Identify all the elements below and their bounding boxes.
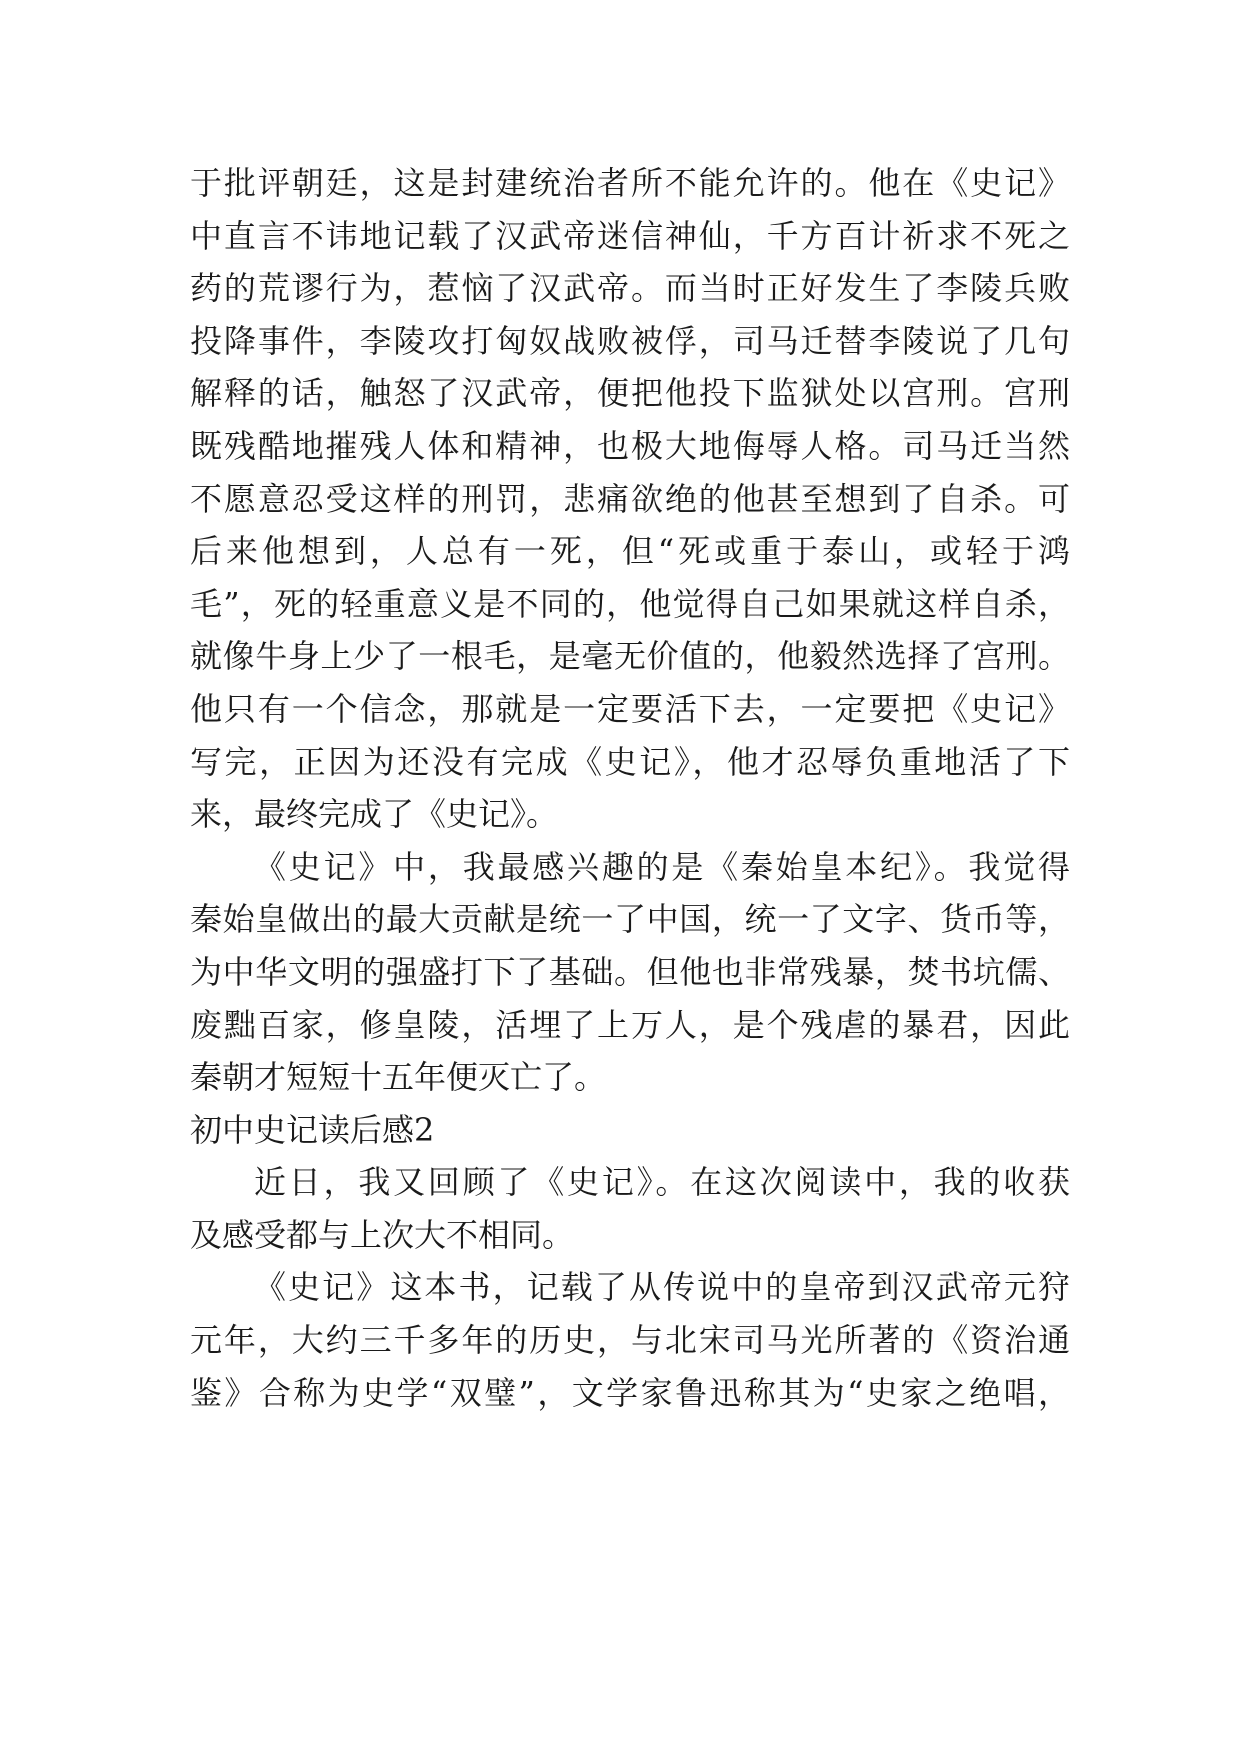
text-line: 为中华文明的强盛打下了基础。但他也非常残暴，焚书坑儒、 — [190, 952, 1070, 991]
text-line: 秦始皇做出的最大贡献是统一了中国，统一了文字、货币等， — [190, 900, 1070, 939]
text-line: 药的荒谬行为，惹恼了汉武帝。而当时正好发生了李陵兵败 — [190, 269, 1070, 308]
text-line: 投降事件，李陵攻打匈奴战败被俘，司马迁替李陵说了几句 — [190, 321, 1070, 360]
text-line: 于批评朝廷，这是封建统治者所不能允许的。他在《史记》 — [190, 164, 1070, 202]
text-line: 毛”，死的轻重意义是不同的，他觉得自己如果就这样自杀， — [190, 584, 1070, 623]
text-line: 不愿意忍受这样的刑罚，悲痛欲绝的他甚至想到了自杀。可 — [190, 479, 1070, 518]
text-line: 后来他想到，人总有一死，但“死或重于泰山，或轻于鸿 — [190, 532, 1070, 571]
text-line: 中直言不讳地记载了汉武帝迷信神仙，千方百计祈求不死之 — [190, 216, 1070, 255]
text-line: 及感受都与上次大不相同。 — [190, 1215, 575, 1254]
paragraph-first-line: 《史记》这本书，记载了从传说中的皇帝到汉武帝元狩 — [254, 1268, 1070, 1307]
text-line: 就像牛身上少了一根毛，是毫无价值的，他毅然选择了宫刑。 — [190, 637, 1070, 676]
text-line: 秦朝才短短十五年便灭亡了。 — [190, 1058, 607, 1097]
section-heading: 初中史记读后感2 — [190, 1110, 435, 1149]
text-line: 元年，大约三千多年的历史，与北宋司马光所著的《资治通 — [190, 1321, 1070, 1360]
document-body — [190, 157, 1070, 1419]
text-line: 既残酷地摧残人体和精神，也极大地侮辱人格。司马迁当然 — [190, 426, 1070, 465]
text-line: 解释的话，触怒了汉武帝，便把他投下监狱处以宫刑。宫刑 — [190, 374, 1070, 413]
paragraph-first-line: 《史记》中，我最感兴趣的是《秦始皇本纪》。我觉得 — [254, 847, 1070, 886]
text-line: 鉴》合称为史学“双璧”，文学家鲁迅称其为“史家之绝唱， — [190, 1373, 1070, 1412]
text-line: 写完，正因为还没有完成《史记》，他才忍辱负重地活了下 — [190, 742, 1070, 781]
text-line: 他只有一个信念，那就是一定要活下去，一定要把《史记》 — [190, 689, 1070, 728]
text-line: 来，最终完成了《史记》。 — [190, 795, 559, 834]
paragraph-first-line: 近日，我又回顾了《史记》。在这次阅读中，我的收获 — [254, 1163, 1070, 1202]
text-line: 废黜百家，修皇陵，活埋了上万人，是个残虐的暴君，因此 — [190, 1005, 1070, 1044]
